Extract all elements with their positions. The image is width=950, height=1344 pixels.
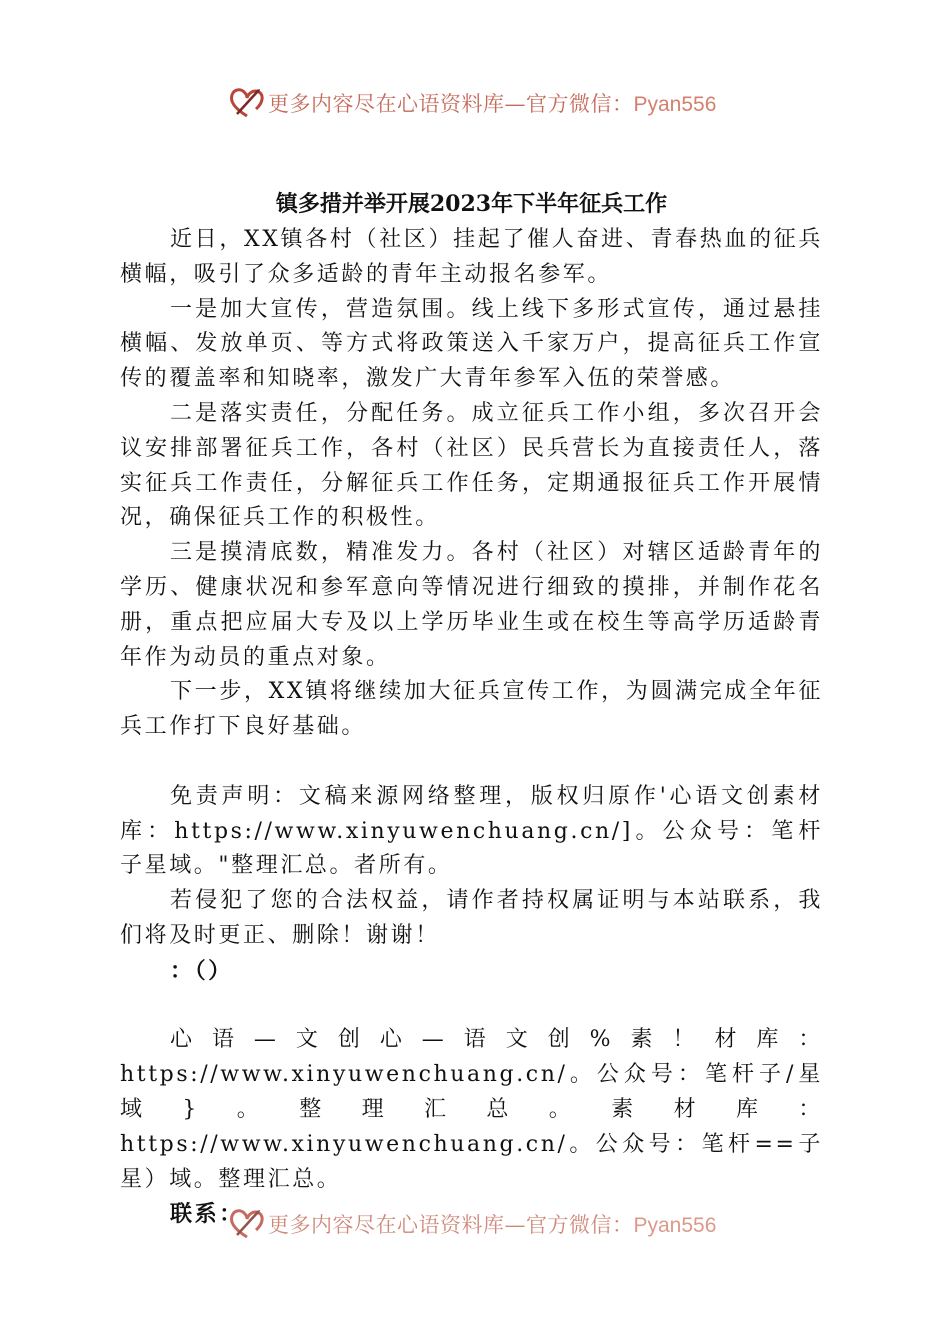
infringement-notice: 若侵犯了您的合法权益，请作者持权属证明与本站联系，我们将及时更正、删除！谢谢！ — [120, 888, 823, 948]
banner-text — [268, 88, 716, 118]
pen-heart-logo-icon — [228, 1207, 266, 1241]
paragraph-next-step: 下一步，XX镇将继续加大征兵宣传工作，为圆满完成全年征兵工作打下良好基础。 — [120, 679, 823, 740]
paragraph-survey: 三是摸清底数，精准发力。各村（社区）对辖区适龄青年的学历、健康状况和参军意向等情况进行细致的摸排，并制作花名册，重点把应届大专及以上学历毕业生或在校生等高学历适龄青年作为动员的重点对象。 — [120, 540, 823, 670]
pen-heart-logo-icon — [228, 86, 266, 120]
paragraph-publicity: 一是加大宣传，营造氛围。线上线下多形式宣传，通过悬挂横幅、发放单页、等方式将政策送入千家万户，提高征兵工作宣传的覆盖率和知晓率，激发广大青年参军入伍的荣誉感。 — [120, 296, 823, 392]
document-body — [120, 186, 823, 1232]
disclaimer-text: 免责声明：文稿来源网络整理，版权归原作'心语文创素材库：https://www.xinyuwenchuang.cn/]。公众号：笔杆子星域。"整理汇总。者所有。 — [120, 783, 823, 879]
spacer — [120, 989, 823, 1024]
banner-text — [268, 1209, 716, 1239]
spacer — [120, 745, 823, 780]
bracket-line: ：（） — [170, 957, 233, 984]
paragraph-responsibility: 二是落实责任，分配任务。成立征兵工作小组，多次召开会议安排部署征兵工作，各村（社区）民兵营长为直接责任人，落实征兵工作责任，分解征兵工作任务，定期通报征兵工作开展情况，确保征兵工作的积极性。 — [120, 400, 823, 531]
banner-wechat-id: Pyan556 — [633, 93, 717, 116]
contact-label: 联系： — [170, 1201, 244, 1228]
paragraph-intro: 近日，XX镇各村（社区）挂起了催人奋进、青春热血的征兵横幅，吸引了众多适龄的青年主动报名参军。 — [120, 227, 823, 287]
source-note: 心语—文创心—语文创%素！材库：https://www.xinyuwenchuang.cn/。公众号：笔杆子/星域}。整理汇总。素材库：https://www.xinyuwenchuang.cn/。公众号：笔杆==子星）域。整理汇总。 — [120, 1027, 823, 1192]
banner-label: 更多内容尽在心语资料库—官方微信： — [268, 92, 634, 116]
footer-watermark-banner — [0, 1203, 950, 1243]
document-title: 镇多措并举开展2023年下半年征兵工作 — [275, 191, 668, 217]
header-watermark-banner — [0, 82, 950, 122]
banner-label: 更多内容尽在心语资料库—官方微信： — [268, 1213, 634, 1237]
banner-wechat-id: Pyan556 — [633, 1214, 717, 1237]
